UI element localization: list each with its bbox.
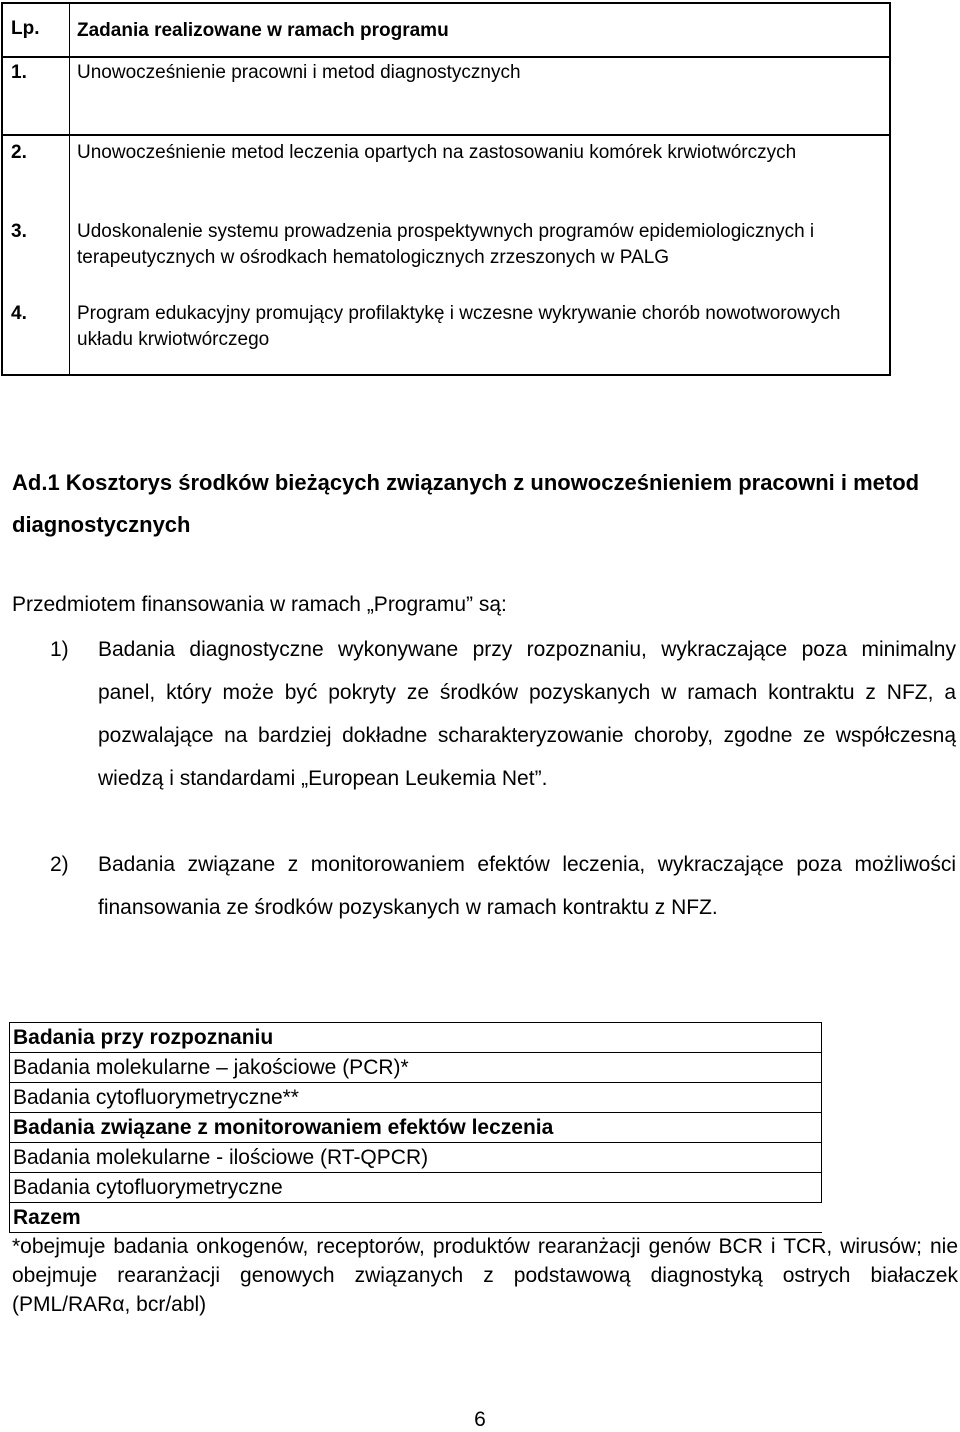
list-item-number: 2): [50, 853, 69, 876]
tasks-table: [1, 2, 891, 376]
row-text: Unowocześnienie metod leczenia opartych na zastosowaniu komórek krwiotwórczych: [77, 142, 797, 163]
list-item-text: Badania związane z monitorowaniem efektów leczenia, wykraczające poza możliwości finansowania ze środków pozyskanych w ramach kontraktu z NFZ.: [98, 853, 956, 919]
cost-table-row: Badania przy rozpoznaniu: [10, 1023, 822, 1053]
cost-table-row: Badania cytofluorymetryczne: [10, 1173, 822, 1203]
intro-text: Przedmiotem finansowania w ramach „Programu” są:: [12, 593, 507, 616]
footnote: *obejmuje badania onkogenów, receptorów, produktów rearanżacji genów BCR i TCR, wirusów; nie obejmuje rearanżacji genowych związanych z podstawową diagnostyką ostrych białaczek (PML/RARα, bcr/abl): [12, 1235, 958, 1316]
list-item-text: Badania diagnostyczne wykonywane przy rozpoznaniu, wykraczające poza minimalny panel, który może być pokryty ze środków pozyskanych w ramach kontraktu z NFZ, a pozwalające na bardziej dokładne scharakteryzowanie choroby, zgodne ze współczesną wiedzą i standardami „European Leukemia Net”.: [98, 638, 956, 790]
header-lp: Lp.: [11, 18, 40, 39]
row-text: Udoskonalenie systemu prowadzenia prospektywnych programów epidemiologicznych i terapeutycznych w ośrodkach hematologicznych zrzeszonych w PALG: [77, 221, 815, 268]
row-number: 2.: [11, 142, 27, 163]
row-divider: [3, 134, 889, 136]
cost-table-row: Badania molekularne – jakościowe (PCR)*: [10, 1053, 822, 1083]
row-number: 4.: [11, 303, 27, 324]
row-divider: [3, 56, 889, 58]
column-divider: [69, 4, 70, 374]
row-text: Program edukacyjny promujący profilaktykę i wczesne wykrywanie chorób nowotworowych układu krwiotwórczego: [77, 303, 841, 350]
list-item-number: 1): [50, 638, 69, 661]
cost-table: [9, 1022, 822, 1233]
list-item: [12, 843, 956, 929]
page-number: 6: [474, 1408, 486, 1431]
cost-table-row: Badania molekularne - ilościowe (RT-QPCR): [10, 1143, 822, 1173]
cost-table-row: Badania związane z monitorowaniem efektów leczenia: [10, 1113, 822, 1143]
cost-table-row: Razem: [10, 1203, 822, 1233]
list-item: [12, 628, 956, 800]
header-title: Zadania realizowane w ramach programu: [77, 20, 449, 41]
section-heading: Ad.1 Kosztorys środków bieżących związanych z unowocześnieniem pracowni i metod diagnostycznych: [12, 470, 920, 537]
row-number: 3.: [11, 221, 27, 242]
row-number: 1.: [11, 62, 27, 83]
cost-table-row: Badania cytofluorymetryczne**: [10, 1083, 822, 1113]
row-text: Unowocześnienie pracowni i metod diagnostycznych: [77, 62, 521, 83]
